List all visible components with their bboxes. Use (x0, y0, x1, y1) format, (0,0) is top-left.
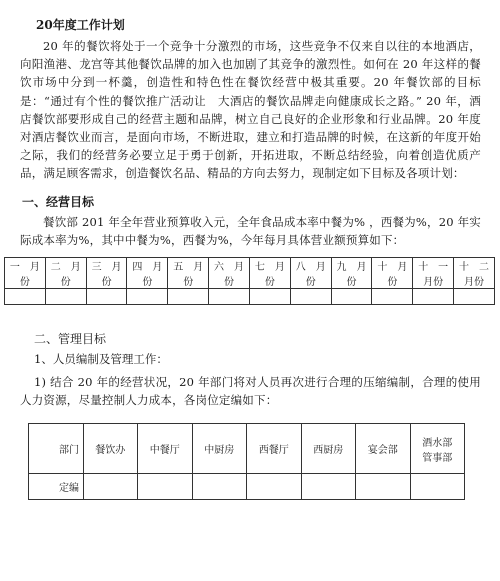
table-row (5, 289, 495, 305)
month-cell: 三 月 份 (86, 258, 127, 289)
staffing-paragraph: 1) 结合 20 年的经营状况，20 年部门将对人员再次进行合理的压缩编制，合理的使用人力资源，尽量控制人力成本，各岗位定编如下： (20, 375, 481, 408)
department-cell: 中厨房 (192, 424, 247, 474)
table-cell (372, 289, 413, 305)
month-cell: 十 二 月份 (454, 258, 495, 289)
department-cell: 宴会部 (356, 424, 411, 474)
month-cell: 十 一 月份 (413, 258, 454, 289)
document-title: 20年度工作计划 (36, 18, 125, 32)
section-heading-management-goals: 二、管理目标 (34, 332, 107, 346)
table-cell (331, 289, 372, 305)
table-cell (127, 289, 168, 305)
table-header-row (29, 424, 465, 474)
staffing-table (28, 423, 465, 500)
month-cell: 九 月 份 (331, 258, 372, 289)
table-cell (410, 474, 465, 500)
table-cell (301, 474, 356, 500)
table-cell (356, 474, 411, 500)
month-cell: 七 月 份 (249, 258, 290, 289)
month-cell: 四 月 份 (127, 258, 168, 289)
department-cell: 中餐厅 (138, 424, 193, 474)
business-goals-paragraph: 餐饮部 201 年全年营业预算收入元，全年食品成本率中餐为% ，西餐为%，20 年实际成本率为%，其中中餐为%，西餐为%，今年每月具体营业额预算如下： (20, 215, 481, 248)
table-cell (247, 474, 302, 500)
table-cell (413, 289, 454, 305)
table-cell (45, 289, 86, 305)
table-cell (86, 289, 127, 305)
month-cell: 一 月 份 (5, 258, 46, 289)
table-cell (209, 289, 250, 305)
department-cell: 酒水部 管事部 (410, 424, 465, 474)
department-header: 部门 (29, 424, 84, 474)
month-cell: 十 月 份 (372, 258, 413, 289)
table-cell (168, 289, 209, 305)
table-cell (5, 289, 46, 305)
table-row (29, 474, 465, 500)
section-heading-business-goals: 一、经营目标 (22, 195, 95, 209)
monthly-budget-table (4, 257, 495, 305)
month-cell: 二 月 份 (45, 258, 86, 289)
department-cell: 西餐厅 (247, 424, 302, 474)
department-cell: 西厨房 (301, 424, 356, 474)
department-cell: 餐饮办 (83, 424, 138, 474)
subheading-staffing: 1、人员编制及管理工作： (34, 352, 168, 366)
table-cell (249, 289, 290, 305)
table-cell (192, 474, 247, 500)
month-cell: 六 月 份 (209, 258, 250, 289)
table-cell (454, 289, 495, 305)
month-cell: 八 月 份 (290, 258, 331, 289)
table-cell (138, 474, 193, 500)
month-cell: 五 月 份 (168, 258, 209, 289)
table-header-row (5, 258, 495, 289)
table-cell (83, 474, 138, 500)
intro-paragraph: 20 年的餐饮将处于一个竞争十分激烈的市场，这些竞争不仅来自以往的本地酒店，向阳渔港、龙宫等其他餐饮品牌的加入也加剧了其竞争的激烈性。如何在 20 年这样的餐饮市场中分到一杯羹，创造性和特色性在餐饮经营中极其重要。20 年餐饮部的目标是：“通过有个性的餐饮推广活动让 大酒店的餐饮品牌走向健康成长之路。” 20 年，酒店餐饮部要形成自己的经营主题和品牌，树立自己良好的企业形象和行业品牌。20 年度对酒店餐饮业而言，是面向市场，不断进取，建立和打造品牌的时候，在这新的年度开始之际，我们的经营务必要立足于勇于创新，开拓进取，不断总结经验，向着创造优质产品，满足顾客需求，创造餐饮名品、精品的方向去努力，现制定如下目标及各项计划： (20, 39, 481, 181)
table-cell (290, 289, 331, 305)
quota-label: 定编 (29, 474, 84, 500)
